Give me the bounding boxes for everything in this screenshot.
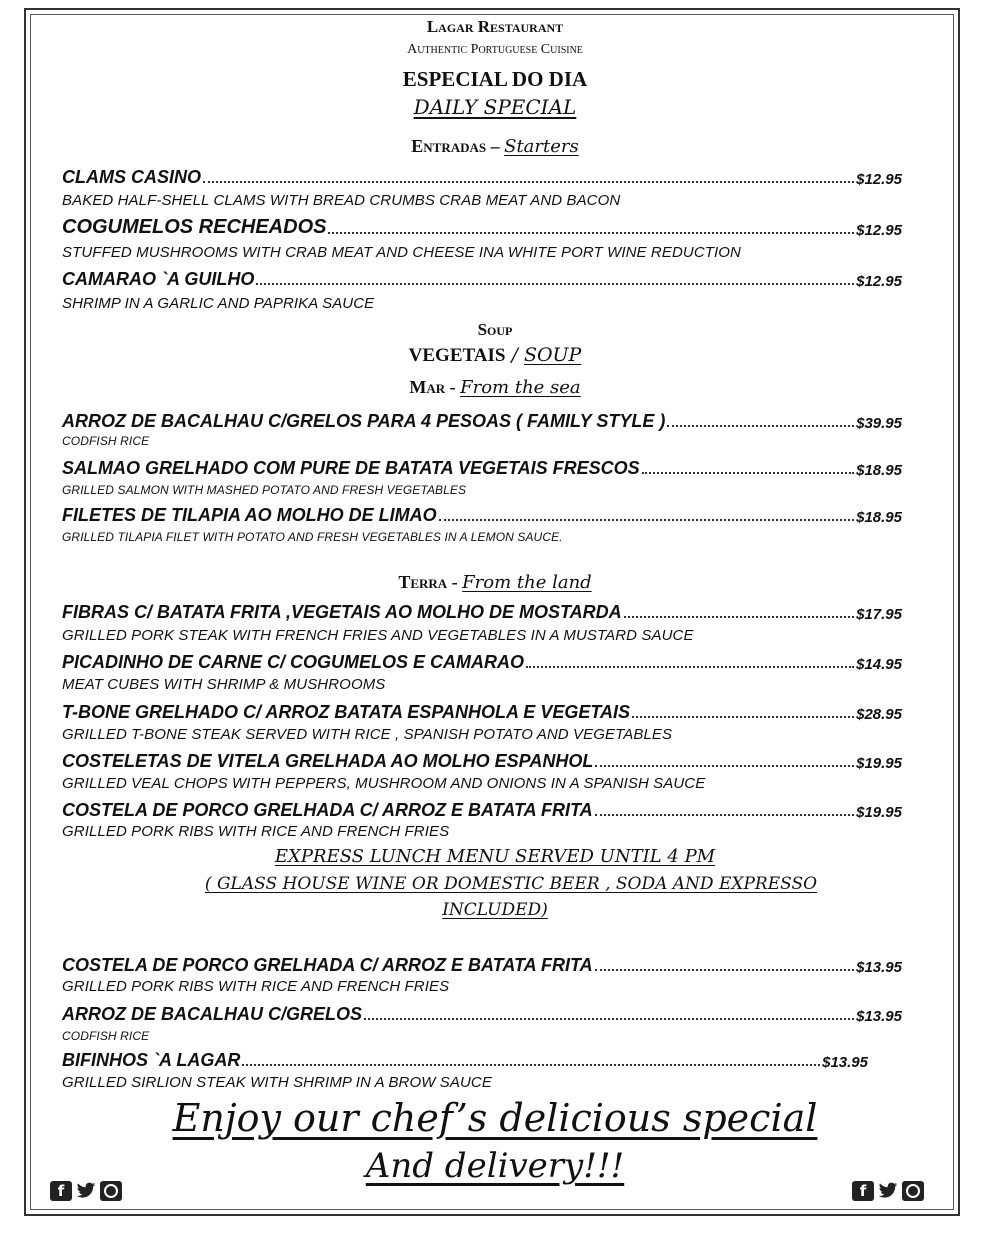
facebook-icon[interactable]: f	[852, 1181, 874, 1201]
section-heading-soup: Soup	[477, 320, 513, 339]
section-heading-land: Terra - From the land	[398, 572, 592, 593]
closing-line-1: Enjoy our chef’s delicious special	[172, 1096, 818, 1140]
closing-line-2: And delivery!!!	[365, 1146, 625, 1186]
menu-item-t-bone-grelhado: T-BONE GRELHADO C/ ARROZ BATATA ESPANHOLA E VEGETAIS $28.95	[62, 702, 902, 723]
menu-item-express-arroz-de-bacalhau: ARROZ DE BACALHAU C/GRELOS $13.95	[62, 1004, 902, 1025]
menu-item-salmao-grelhado: SALMAO GRELHADO COM PURE DE BATATA VEGETAIS FRESCOS $18.95	[62, 458, 902, 479]
restaurant-tagline: Authentic Portuguese Cuisine	[407, 42, 583, 57]
section-heading-sea: Mar - From the sea	[409, 377, 581, 398]
social-icons-left	[50, 1181, 122, 1201]
menu-item-description: BAKED HALF-SHELL CLAMS WITH BREAD CRUMBS CRAB MEAT AND BACON	[62, 192, 621, 209]
twitter-icon[interactable]	[75, 1181, 97, 1201]
menu-item-description: GRILLED PORK RIBS WITH RICE AND FRENCH FRIES	[62, 823, 450, 840]
menu-item-costeletas-de-vitela: COSTELETAS DE VITELA GRELHADA AO MOLHO ESPANHOL $19.95	[62, 751, 902, 772]
menu-item-description: GRILLED T-BONE STEAK SERVED WITH RICE , SPANISH POTATO AND VEGETABLES	[62, 726, 673, 743]
page-title: ESPECIAL DO DIA	[402, 67, 588, 91]
menu-item-filetes-de-tilapia: FILETES DE TILAPIA AO MOLHO DE LIMAO $18.95	[62, 505, 902, 526]
menu-item-description: GRILLED PORK STEAK WITH FRENCH FRIES AND VEGETABLES IN A MUSTARD SAUCE	[62, 627, 694, 644]
facebook-icon[interactable]: f	[50, 1181, 72, 1201]
soup-of-the-day: VEGETAIS / SOUP	[408, 344, 582, 366]
menu-item-clams-casino: CLAMS CASINO $12.95	[62, 167, 902, 188]
express-lunch-line-3: INCLUDED)	[442, 900, 548, 920]
menu-item-description: GRILLED TILAPIA FILET WITH POTATO AND FRESH VEGETABLES IN A LEMON SAUCE.	[62, 530, 563, 544]
menu-item-description: GRILLED SALMON WITH MASHED POTATO AND FRESH VEGETABLES	[62, 483, 467, 497]
instagram-icon[interactable]	[902, 1181, 924, 1201]
menu-item-cogumelos-recheados: COGUMELOS RECHEADOS $12.95	[62, 216, 902, 239]
express-lunch-line-2: ( GLASS HOUSE WINE OR DOMESTIC BEER , SODA AND EXPRESSO	[204, 874, 818, 894]
menu-item-description: CODFISH RICE	[62, 434, 150, 448]
social-icons-right	[852, 1181, 924, 1201]
instagram-icon[interactable]	[100, 1181, 122, 1201]
menu-item-description: STUFFED MUSHROOMS WITH CRAB MEAT AND CHEESE INA WHITE PORT WINE REDUCTION	[62, 244, 741, 261]
menu-item-description: GRILLED SIRLION STEAK WITH SHRIMP IN A BROW SAUCE	[62, 1074, 492, 1091]
menu-item-description: CODFISH RICE	[62, 1029, 150, 1043]
menu-item-description: MEAT CUBES WITH SHRIMP & MUSHROOMS	[62, 676, 386, 693]
section-heading-starters: Entradas – Starters	[411, 136, 579, 157]
restaurant-name: Lagar Restaurant	[426, 17, 564, 36]
menu-item-description: GRILLED VEAL CHOPS WITH PEPPERS, MUSHROOM AND ONIONS IN A SPANISH SAUCE	[62, 775, 706, 792]
twitter-icon[interactable]	[877, 1181, 899, 1201]
menu-item-description: GRILLED PORK RIBS WITH RICE AND FRENCH FRIES	[62, 978, 450, 995]
menu-item-arroz-de-bacalhau-family: ARROZ DE BACALHAU C/GRELOS PARA 4 PESOAS ( FAMILY STYLE ) $39.95	[62, 411, 902, 432]
page-subtitle: DAILY SPECIAL	[413, 95, 577, 119]
menu-item-picadinho-de-carne: PICADINHO DE CARNE C/ COGUMELOS E CAMARAO $14.95	[62, 652, 902, 673]
menu-item-express-bifinhos-a-lagar: BIFINHOS `A LAGAR $13.95	[62, 1050, 868, 1071]
menu-item-fibras: FIBRAS C/ BATATA FRITA ,VEGETAIS AO MOLHO DE MOSTARDA $17.95	[62, 602, 902, 623]
menu-item-costela-de-porco: COSTELA DE PORCO GRELHADA C/ ARROZ E BATATA FRITA $19.95	[62, 800, 902, 821]
menu-item-express-costela-de-porco: COSTELA DE PORCO GRELHADA C/ ARROZ E BATATA FRITA $13.95	[62, 955, 902, 976]
menu-item-camarao-a-guilho: CAMARAO `A GUILHO $12.95	[62, 269, 902, 290]
menu-item-description: SHRIMP IN A GARLIC AND PAPRIKA SAUCE	[62, 295, 375, 312]
express-lunch-line-1: EXPRESS LUNCH MENU SERVED UNTIL 4 PM	[274, 846, 716, 867]
